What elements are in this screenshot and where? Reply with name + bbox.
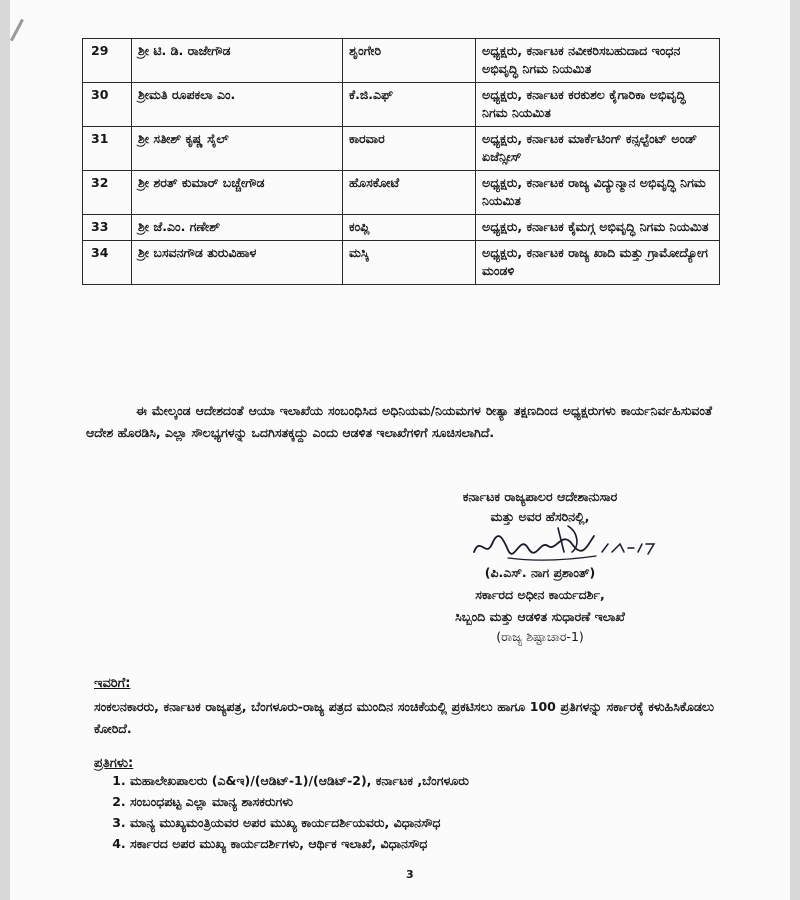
signature-line-2: ಮತ್ತು ಅವರ ಹೆಸರಿನಲ್ಲಿ, <box>490 509 590 524</box>
handwritten-signature <box>468 522 668 566</box>
copies-list <box>94 770 750 854</box>
page-number: 3 <box>406 868 414 881</box>
signatory-section: (ರಾಜ್ಯ ಶಿಷ್ಟಾಚಾರ-1) <box>496 629 584 644</box>
list-item: 1. ಮಹಾಲೇಖಪಾಲರು (ಎ&ಇ)/(ಆಡಿಟ್-1)/(ಆಡಿಟ್-2), ಕರ್ನಾಟಕ ,ಬೆಂಗಳೂರು <box>130 770 750 791</box>
constituency: ಕಾರವಾರ <box>343 127 476 171</box>
constituency: ಶೃಂಗೇರಿ <box>343 39 476 83</box>
order-paragraph: ಈ ಮೇಲ್ಕಂಡ ಆದೇಶದಂತೆ ಆಯಾ ಇಲಾಖೆಯ ಸಂಬಂಧಿಸಿದ ಅಧಿನಿಯಮ/ನಿಯಮಗಳ ರೀತ್ಯಾ ತಕ್ಷಣದಿಂದ ಅಧ್ಯಕ್ಷರುಗಳು ಕಾರ್ಯನಿರ್ವಹಿಸುವಂತೆ ಆದೇಶ ಹೊರಡಿಸಿ, ಎಲ್ಲಾ ಸೌಲಭ್ಯಗಳನ್ನು ಒದಗಿಸತಕ್ಕದ್ದು ಎಂದು ಆಡಳಿತ ಇಲಾಖೆಗಳಿಗೆ ಸೂಚಿಸಲಾಗಿದೆ. <box>86 403 712 440</box>
row-number: 31 <box>83 127 132 171</box>
table-row <box>83 83 720 127</box>
table-row <box>83 127 720 171</box>
row-number: 33 <box>83 215 132 241</box>
copies-heading: ಪ್ರತಿಗಳು: <box>94 756 134 771</box>
list-item: 3. ಮಾನ್ಯ ಮುಖ್ಯಮಂತ್ರಿಯವರ ಅಪರ ಮುಖ್ಯ ಕಾರ್ಯದರ್ಶಿಯವರು, ವಿಧಾನಸೌಧ <box>130 812 750 833</box>
person-name: ಶ್ರೀಮತಿ ರೂಪಕಲಾ ಎಂ. <box>132 83 343 127</box>
list-item: 2. ಸಂಬಂಧಪಟ್ಟ ಎಲ್ಲಾ ಮಾನ್ಯ ಶಾಸಕರುಗಳು <box>130 791 750 812</box>
table-row <box>83 215 720 241</box>
constituency: ಮಸ್ಕಿ <box>343 241 476 285</box>
to-body: ಸಂಕಲನಕಾರರು, ಕರ್ನಾಟಕ ರಾಜ್ಯಪತ್ರ, ಬೆಂಗಳೂರು-ರಾಜ್ಯ ಪತ್ರದ ಮುಂದಿನ ಸಂಚಿಕೆಯಲ್ಲಿ ಪ್ರಕಟಿಸಲು ಹಾಗೂ 100 ಪ್ರತಿಗಳನ್ನು ಸರ್ಕಾರಕ್ಕೆ ಕಳುಹಿಸಿಕೊಡಲು ಕೋರಿದೆ. <box>94 699 714 736</box>
signatory-department: ಸಿಬ್ಬಂದಿ ಮತ್ತು ಆಡಳಿತ ಸುಧಾರಣೆ ಇಲಾಖೆ <box>455 609 625 624</box>
appointed-post: ಅಧ್ಯಕ್ಷರು, ಕರ್ನಾಟಕ ರಾಜ್ಯ ಖಾದಿ ಮತ್ತು ಗ್ರಾಮೋದ್ಯೋಗ ಮಂಡಳಿ <box>476 241 720 285</box>
constituency: ಕಂಪ್ಲಿ <box>343 215 476 241</box>
list-item: 4. ಸರ್ಕಾರದ ಅಪರ ಮುಖ್ಯ ಕಾರ್ಯದರ್ಶಿಗಳು, ಆರ್ಥಿಕ ಇಲಾಖೆ, ವಿಧಾನಸೌಧ <box>130 833 750 854</box>
constituency: ಕೆ.ಜಿ.ಎಫ್ <box>343 83 476 127</box>
appointed-post: ಅಧ್ಯಕ್ಷರು, ಕರ್ನಾಟಕ ಕೈಮಗ್ಗ ಅಭಿವೃದ್ಧಿ ನಿಗಮ ನಿಯಮಿತ <box>476 215 720 241</box>
table-row <box>83 39 720 83</box>
appointments-table <box>82 38 720 285</box>
constituency: ಹೊಸಕೋಟೆ <box>343 171 476 215</box>
page-corner-mark <box>10 19 24 42</box>
appointed-post: ಅಧ್ಯಕ್ಷರು, ಕರ್ನಾಟಕ ಕರಕುಶಲ ಕೈಗಾರಿಕಾ ಅಭಿವೃದ್ಧಿ ನಿಗಮ ನಿಯಮಿತ <box>476 83 720 127</box>
person-name: ಶ್ರೀ ಜೆ.ಎಂ. ಗಣೇಶ್ <box>132 215 343 241</box>
row-number: 34 <box>83 241 132 285</box>
person-name: ಶ್ರೀ ಶರತ್ ಕುಮಾರ್ ಬಚ್ಚೇಗೌಡ <box>132 171 343 215</box>
document-page <box>10 0 790 900</box>
appointed-post: ಅಧ್ಯಕ್ಷರು, ಕರ್ನಾಟಕ ಮಾರ್ಕೆಟಿಂಗ್ ಕನ್ಸಲ್ಟೆಂಟ್ ಅಂಡ್ ಏಜೆನ್ಸೀಸ್ <box>476 127 720 171</box>
signatory-name: (ಪಿ.ಎಸ್. ನಾಗ ಪ್ರಶಾಂತ್) <box>484 565 596 580</box>
to-heading: ಇವರಿಗೆ: <box>94 676 131 691</box>
appointed-post: ಅಧ್ಯಕ್ಷರು, ಕರ್ನಾಟಕ ನವೀಕರಿಸಬಹುದಾದ ಇಂಧನ ಅಭಿವೃದ್ಧಿ ನಿಗಮ ನಿಯಮಿತ <box>476 39 720 83</box>
table-row <box>83 171 720 215</box>
appointed-post: ಅಧ್ಯಕ್ಷರು, ಕರ್ನಾಟಕ ರಾಜ್ಯ ವಿದ್ಯುನ್ಮಾನ ಅಭಿವೃದ್ಧಿ ನಿಗಮ ನಿಯಮಿತ <box>476 171 720 215</box>
row-number: 32 <box>83 171 132 215</box>
person-name: ಶ್ರೀ ಸತೀಶ್ ಕೃಷ್ಣ ಸೈಲ್ <box>132 127 343 171</box>
person-name: ಶ್ರೀ ಬಸವನಗೌಡ ತುರುವಿಹಾಳ <box>132 241 343 285</box>
signature-line-1: ಕರ್ನಾಟಕ ರಾಜ್ಯಪಾಲರ ಆದೇಶಾನುಸಾರ <box>462 489 618 504</box>
signatory-designation: ಸರ್ಕಾರದ ಅಧೀನ ಕಾರ್ಯದರ್ಶಿ, <box>475 587 605 602</box>
row-number: 29 <box>83 39 132 83</box>
table-row <box>83 241 720 285</box>
person-name: ಶ್ರೀ ಟಿ. ಡಿ. ರಾಜೇಗೌಡ <box>132 39 343 83</box>
row-number: 30 <box>83 83 132 127</box>
